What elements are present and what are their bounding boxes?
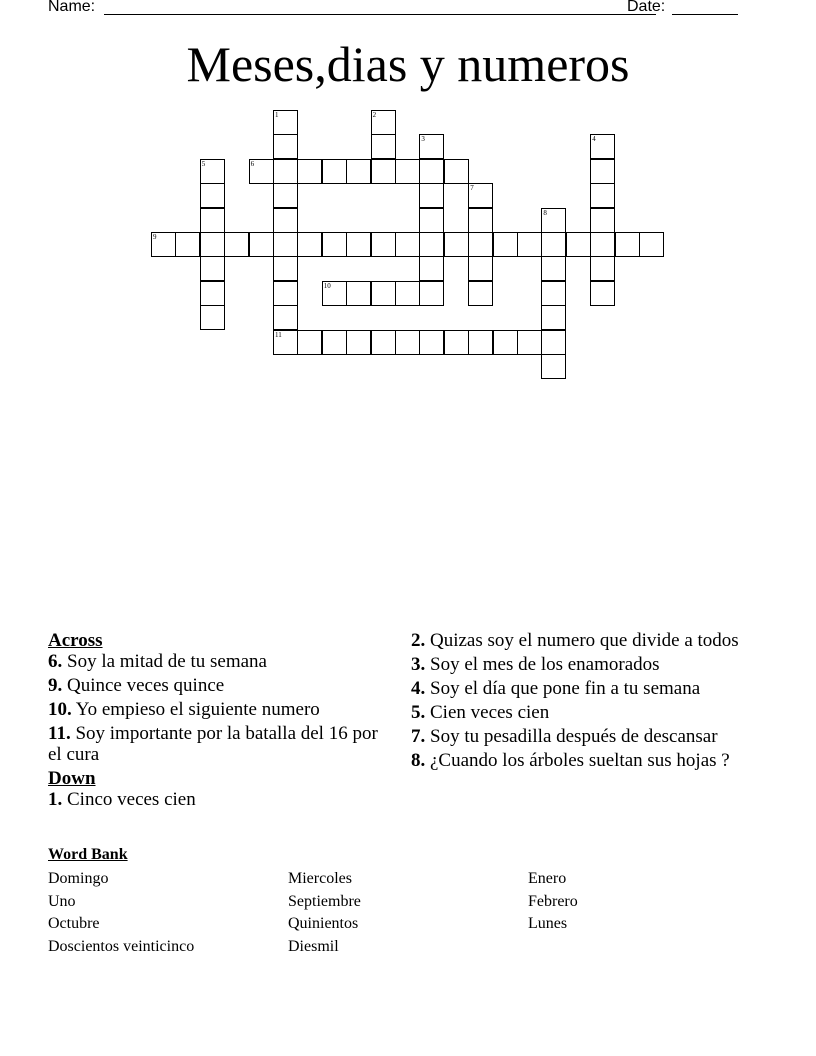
word-bank-title: Word Bank	[48, 846, 128, 863]
grid-cell[interactable]	[590, 208, 615, 233]
word-bank-item: Febrero	[528, 892, 578, 910]
grid-cell[interactable]	[590, 232, 615, 257]
grid-cell[interactable]	[200, 183, 225, 208]
grid-cell[interactable]	[273, 159, 298, 184]
grid-cell[interactable]	[468, 208, 493, 233]
word-bank-item: Doscientos veinticinco	[48, 937, 195, 955]
clue-number: 4.	[411, 678, 426, 699]
clue-number: 6.	[48, 651, 63, 672]
grid-cell[interactable]	[419, 208, 444, 233]
word-bank-item: Lunes	[528, 915, 568, 932]
crossword-grid	[0, 0, 816, 400]
cell-number: 11	[275, 330, 282, 339]
name-label: Name:	[48, 0, 96, 15]
grid-cell[interactable]	[322, 281, 347, 306]
grid-cell[interactable]	[639, 232, 664, 257]
clue-number: 3.	[411, 654, 426, 675]
grid-cell[interactable]	[224, 232, 249, 257]
grid-cell[interactable]	[468, 183, 493, 208]
grid-cell[interactable]	[444, 159, 469, 184]
grid-cell[interactable]	[419, 281, 444, 306]
clue-number: 5.	[411, 702, 426, 723]
grid-cell[interactable]	[200, 232, 225, 257]
word-bank-column	[48, 868, 194, 958]
cell-number: 2	[372, 111, 377, 119]
word-bank-item: Miercoles	[288, 870, 352, 887]
grid-cell[interactable]	[200, 208, 225, 233]
clue-number: 9.	[48, 675, 63, 696]
date-label: Date:	[627, 0, 666, 15]
clues-left-column	[48, 630, 393, 813]
grid-cell[interactable]	[151, 232, 176, 257]
down-heading: Down	[48, 768, 96, 789]
clue-text: ¿Cuando los árboles sueltan sus hojas ?	[430, 750, 730, 771]
grid-cell[interactable]	[395, 159, 420, 184]
cell-number: 10	[323, 281, 331, 290]
grid-cell[interactable]	[346, 281, 371, 306]
grid-cell[interactable]	[395, 232, 420, 257]
clue-text: Soy tu pesadilla después de descansar	[430, 726, 718, 747]
clue-down	[411, 678, 756, 699]
grid-cell[interactable]	[371, 281, 396, 306]
clue-across	[48, 699, 393, 720]
grid-cell[interactable]	[468, 232, 493, 257]
cell-number: 9	[153, 233, 157, 241]
clue-text: Quince veces quince	[67, 675, 225, 696]
grid-cell[interactable]	[371, 159, 396, 184]
grid-cell[interactable]	[297, 232, 322, 257]
clue-number: 2.	[411, 630, 426, 651]
word-bank-item: Quinientos	[288, 915, 359, 932]
grid-cell[interactable]	[590, 134, 615, 159]
grid-cell[interactable]	[419, 232, 444, 257]
grid-cell[interactable]	[541, 330, 566, 355]
clue-text: Soy importante por la batalla del 16 por el cura	[48, 723, 378, 765]
grid-cell[interactable]	[444, 232, 469, 257]
word-bank-column	[528, 868, 578, 936]
clue-text: Soy la mitad de tu semana	[67, 651, 267, 672]
word-bank-item: Octubre	[48, 915, 100, 932]
grid-cell[interactable]	[419, 159, 444, 184]
word-bank-item: Enero	[528, 870, 567, 887]
clue-down	[411, 726, 756, 747]
grid-cell[interactable]	[541, 208, 566, 233]
clue-number: 10.	[48, 699, 72, 720]
clue-number: 11.	[48, 723, 71, 744]
grid-cell[interactable]	[273, 134, 298, 159]
clue-down	[411, 630, 756, 651]
grid-cell[interactable]	[566, 232, 591, 257]
grid-cell[interactable]	[371, 110, 396, 135]
grid-cell[interactable]	[249, 159, 274, 184]
grid-cell[interactable]	[493, 330, 518, 355]
cell-number: 8	[543, 208, 547, 217]
grid-cell[interactable]	[517, 330, 542, 355]
cell-number: 1	[275, 111, 279, 119]
grid-cell[interactable]	[590, 256, 615, 281]
grid-cell[interactable]	[468, 256, 493, 281]
grid-cell[interactable]	[541, 305, 566, 330]
grid-cell[interactable]	[273, 208, 298, 233]
grid-cell[interactable]	[590, 183, 615, 208]
clue-across	[48, 675, 393, 696]
grid-cell[interactable]	[590, 159, 615, 184]
grid-cell[interactable]	[517, 232, 542, 257]
grid-cell[interactable]	[273, 232, 298, 257]
cell-number: 3	[421, 135, 425, 144]
grid-cell[interactable]	[249, 232, 274, 257]
across-heading: Across	[48, 630, 103, 651]
grid-cell[interactable]	[541, 256, 566, 281]
grid-cell[interactable]	[419, 330, 444, 355]
clue-across	[48, 651, 393, 672]
grid-cell[interactable]	[419, 183, 444, 208]
grid-cell[interactable]	[395, 330, 420, 355]
word-bank-item: Uno	[48, 892, 76, 910]
cell-number: 4	[592, 135, 596, 144]
cell-number: 7	[470, 184, 474, 193]
word-bank-column	[288, 868, 361, 958]
grid-cell[interactable]	[371, 134, 396, 159]
word-bank-item: Diesmil	[288, 937, 339, 955]
grid-cell[interactable]	[200, 256, 225, 281]
clue-number: 1.	[48, 789, 63, 810]
grid-cell[interactable]	[541, 232, 566, 257]
clue-down	[48, 789, 393, 810]
grid-cell[interactable]	[273, 305, 298, 330]
grid-cell[interactable]	[371, 330, 396, 355]
grid-cell[interactable]	[273, 281, 298, 306]
grid-cell[interactable]	[297, 330, 322, 355]
grid-cell[interactable]	[175, 232, 200, 257]
clue-down	[411, 750, 756, 771]
grid-cell[interactable]	[590, 281, 615, 306]
grid-cell[interactable]	[297, 159, 322, 184]
grid-cell[interactable]	[346, 232, 371, 257]
grid-cell[interactable]	[371, 232, 396, 257]
grid-cell[interactable]	[468, 281, 493, 306]
grid-cell[interactable]	[419, 256, 444, 281]
grid-cell[interactable]	[541, 354, 566, 379]
clue-down	[411, 702, 756, 723]
grid-cell[interactable]	[322, 159, 347, 184]
page-title: Meses,dias y numeros	[186, 36, 630, 92]
clue-down	[411, 654, 756, 675]
grid-cell[interactable]	[200, 159, 225, 184]
clue-text: Cinco veces cien	[67, 789, 196, 810]
clue-text: Cien veces cien	[430, 702, 550, 723]
grid-cell[interactable]	[493, 232, 518, 257]
clues-right-column	[411, 630, 756, 774]
grid-cell[interactable]	[444, 330, 469, 355]
grid-cell[interactable]	[322, 330, 347, 355]
cell-number: 5	[201, 159, 206, 168]
grid-cell[interactable]	[468, 330, 493, 355]
word-bank-item: Septiembre	[288, 892, 361, 910]
grid-cell[interactable]	[419, 134, 444, 159]
cell-number: 6	[250, 159, 255, 168]
clue-text: Yo empieso el siguiente numero	[75, 699, 320, 720]
grid-cell[interactable]	[200, 281, 225, 306]
grid-cell[interactable]	[541, 281, 566, 306]
grid-cell[interactable]	[395, 281, 420, 306]
grid-cell[interactable]	[273, 330, 298, 355]
clue-number: 7.	[411, 726, 426, 747]
clue-across	[48, 723, 393, 765]
word-bank-item: Domingo	[48, 870, 109, 887]
grid-cell[interactable]	[273, 256, 298, 281]
grid-cell[interactable]	[346, 159, 371, 184]
clue-text: Quizas soy el numero que divide a todos	[430, 630, 739, 651]
clue-text: Soy el mes de los enamorados	[430, 654, 660, 675]
grid-cell[interactable]	[200, 305, 225, 330]
clue-number: 8.	[411, 750, 426, 771]
grid-cell[interactable]	[346, 330, 371, 355]
grid-cell[interactable]	[615, 232, 640, 257]
grid-cell[interactable]	[273, 183, 298, 208]
clue-text: Soy el día que pone fin a tu semana	[430, 678, 701, 699]
grid-cell[interactable]	[273, 110, 298, 135]
grid-cell[interactable]	[322, 232, 347, 257]
